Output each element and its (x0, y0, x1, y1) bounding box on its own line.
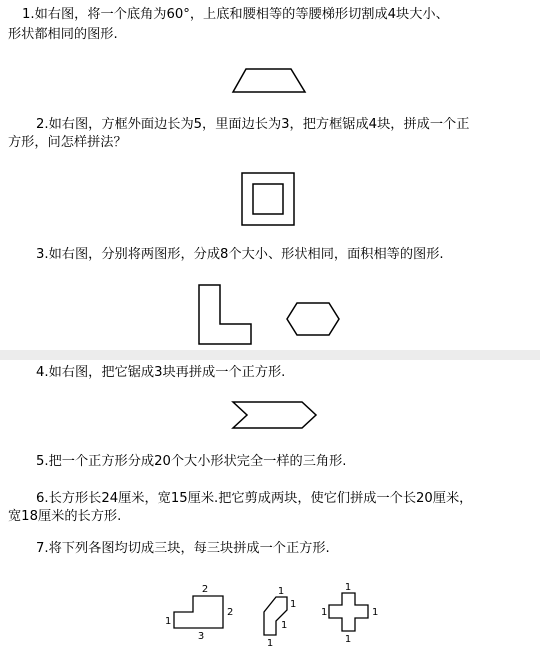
problem-1-line-2: 形状都相同的图形. (8, 27, 118, 42)
step-shape-figure (163, 582, 243, 642)
cross-shape-figure (320, 580, 380, 650)
problem-6-line-2: 宽18厘米的长方形. (8, 509, 122, 524)
slanted-shape-right-label: 1 (281, 620, 288, 631)
section-separator (0, 350, 540, 360)
problem-4-line-1: 4.如右图，把它锯成3块再拼成一个正方形. (36, 365, 286, 380)
slanted-shape-figure (256, 584, 301, 654)
problem-6-line-1: 6.长方形长24厘米，宽15厘米.把它剪成两块，使它们拼成一个长20厘米， (36, 491, 473, 506)
problem-5-line-1: 5.把一个正方形分成20个大小形状完全一样的三角形. (36, 454, 347, 469)
slanted-shape-top-label: 1 (277, 586, 285, 597)
step-shape-top-label: 2 (201, 584, 209, 595)
hexagon-figure (286, 302, 346, 342)
problem-2-line-1: 2.如右图，方框外面边长为5，里面边长为3，把方框锯成4块，拼成一个正 (36, 117, 470, 132)
cross-shape-left-label: 1 (321, 607, 328, 618)
cross-shape-top-label: 1 (344, 582, 352, 593)
slanted-shape-bottom-label: 1 (266, 638, 274, 649)
problem-1-line-1: 1.如右图，将一个底角为60°，上底和腰相等的等腰梯形切割成4块大小、 (22, 7, 449, 22)
step-shape-right-label: 2 (227, 607, 234, 618)
cross-shape-right-label: 1 (372, 607, 379, 618)
problem-3-line-1: 3.如右图，分别将两图形，分成8个大小、形状相同，面积相等的图形. (36, 247, 444, 262)
problem-2-line-2: 方形，问怎样拼法？ (8, 135, 127, 150)
square-frame-figure (241, 172, 301, 232)
trapezoid-figure (232, 68, 322, 98)
cross-shape-bottom-label: 1 (344, 634, 352, 645)
step-shape-bottom-label: 3 (197, 631, 205, 642)
arrow-shape-figure (232, 401, 322, 441)
step-shape-left-label: 1 (165, 616, 172, 627)
slanted-shape-right-top-label: 1 (290, 599, 297, 610)
l-shape-figure (198, 284, 258, 346)
problem-7-line-1: 7.将下列各图均切成三块，每三块拼成一个正方形. (36, 541, 330, 556)
